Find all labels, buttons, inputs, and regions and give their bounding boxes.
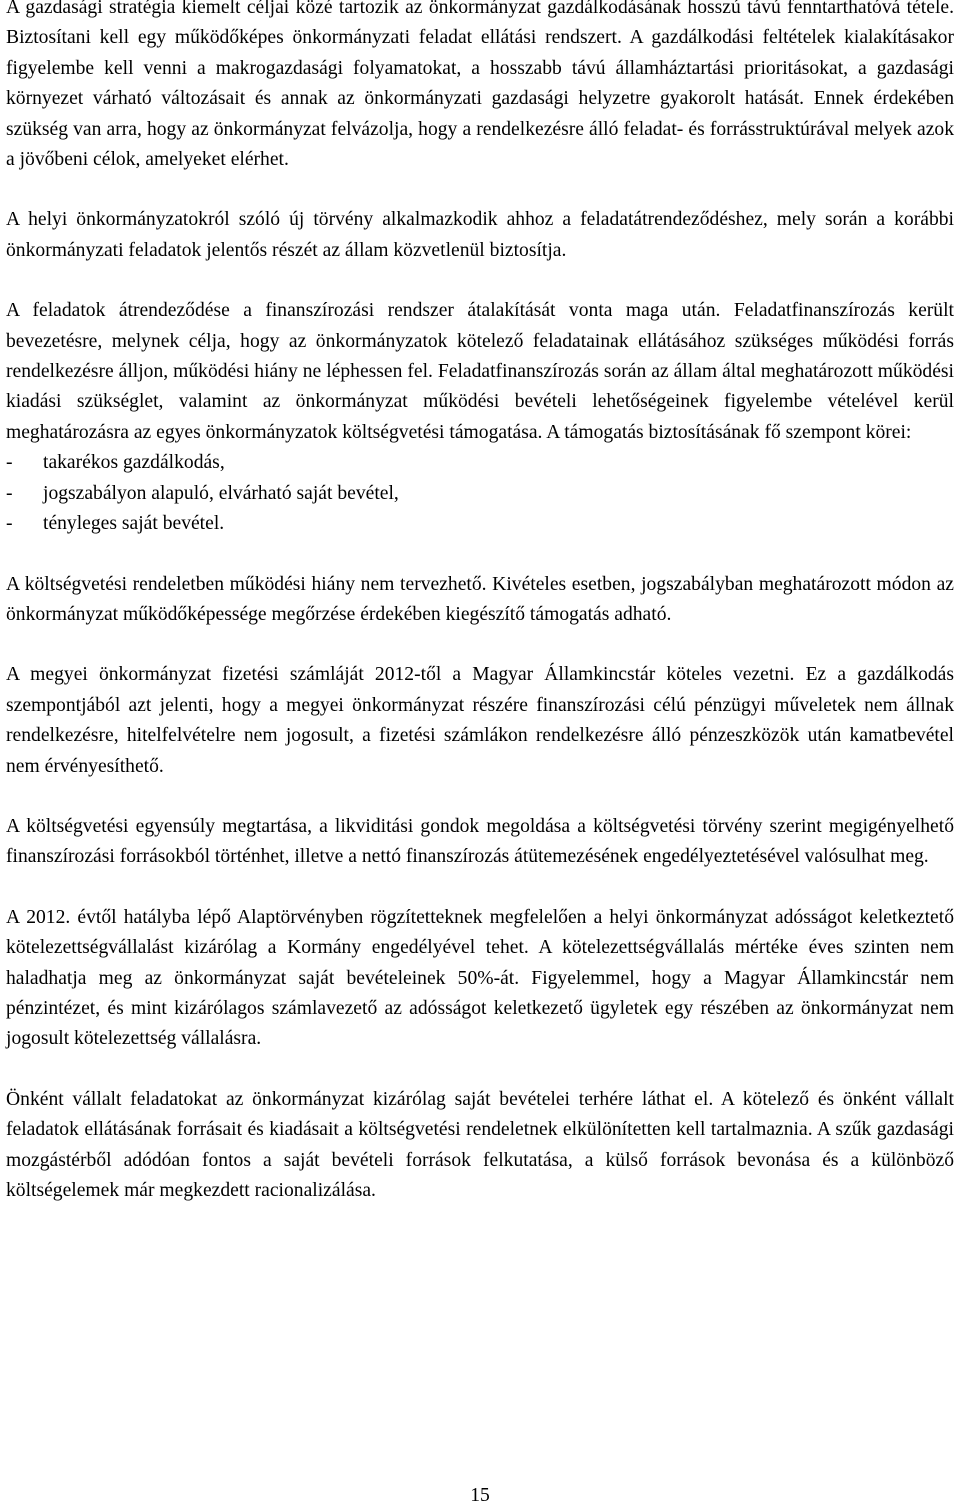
list-item <box>6 448 954 478</box>
support-criteria-list <box>6 448 954 539</box>
paragraph-voluntary-tasks: Önként vállalt feladatokat az önkormányzat kizárólag saját bevételei terhére láthat el. A kötelező és önként vállalt feladatok ellátásának forrásait és kiadásait a költségvetési rendeletnek elkülönítetten kell tartalmaznia. A szűk gazdasági mozgástérből adódóan fontos a saját bevételi források felkutatása, a külső források bevonása és a különböző költségelemek már megkezdett racionalizálása. <box>6 1088 954 1201</box>
paragraph-local-government-law: A helyi önkormányzatokról szóló új törvény alkalmazkodik ahhoz a feladatátrendeződéshez, mely során a korábbi önkormányzati feladatok jelentős részét az állam közvetlenül biztosítja. <box>6 209 954 261</box>
bullet-dash: - <box>6 452 13 474</box>
paragraph-financing-system: A feladatok átrendeződése a finanszírozási rendszer átalakítását vonta maga után. Feladatfinanszírozás került bevezetésre, melynek célja, hogy az önkormányzatok kötelező feladatainak ellátásához szükséges működési forrás rendelkezésre álljon, működési hiány ne léphessen fel. Feladatfinanszírozás során az állam által meghatározott működési kiadási szükséglet, valamint az önkormányzat működési bevételi lehetőségeinek figyelembe vételével kerül meghatározásra az egyes önkormányzatok költségvetési támogatása. A támogatás biztosításának fő szempont körei: <box>6 300 954 443</box>
document-page <box>6 0 954 1236</box>
list-item-text: takarékos gazdálkodás, <box>43 452 225 474</box>
bullet-dash: - <box>6 482 13 504</box>
paragraph-budget-deficit: A költségvetési rendeletben működési hiány nem tervezhető. Kivételes esetben, jogszabályban meghatározott módon az önkormányzat működőképessége megőrzése érdekében kiegészítő támogatás adható. <box>6 573 954 625</box>
list-item-text: tényleges saját bevétel. <box>43 513 225 535</box>
list-item <box>6 479 954 509</box>
paragraph-treasury-account: A megyei önkormányzat fizetési számláját 2012-től a Magyar Államkincstár köteles vezetni. Ez a gazdálkodás szempontjából azt jelenti, hogy a megyei önkormányzat részére finanszírozási célú pénzügyi műveletek nem állnak rendelkezésre, hitelfelvételre nem jogosult, a fizetési számlákon rendelkezésre álló pénzeszközök után kamatbevétel nem érvényesíthető. <box>6 664 954 777</box>
paragraph-fundamental-law: A 2012. évtől hatályba lépő Alaptörvényben rögzítetteknek megfelelően a helyi önkormányzat adósságot keletkeztető kötelezettségvállalást kizárólag a Kormány engedélyével tehet. A kötelezettségvállalás mértéke éves szinten nem haladhatja meg az önkormányzat saját bevételeinek 50%-át. Figyelemmel, hogy a Magyar Államkincstár nem pénzintézet, és mint kizárólagos számlavezető az adósságot keletkezető ügyletek egy részében az önkormányzat nem jogosult kötelezettség vállalásra. <box>6 906 954 1050</box>
paragraph-economic-strategy: A gazdasági stratégia kiemelt céljai közé tartozik az önkormányzat gazdálkodásának hosszú távú fenntarthatóvá tétele. Biztosítani kell egy működőképes önkormányzati feladat ellátási rendszert. A gazdálkodási feltételek kialakításakor figyelembe kell venni a makrogazdasági folyamatokat, a hosszabb távú államháztartási prioritásokat, a gazdasági környezet várható változásait és annak az önkormányzati gazdasági helyzetre gyakorolt hatását. Ennek érdekében szükség van arra, hogy az önkormányzat felvázolja, hogy a rendelkezésre álló feladat- és forrásstruktúrával melyek azok a jövőbeni célok, amelyeket elérhet. <box>6 0 954 171</box>
bullet-dash: - <box>6 513 13 535</box>
list-item <box>6 509 954 539</box>
paragraph-budget-balance: A költségvetési egyensúly megtartása, a likviditási gondok megoldása a költségvetési törvény szerint megigényelhető finanszírozási forrásokból történhet, illetve a nettó finanszírozás átütemezésének engedélyeztetésével valósulhat meg. <box>6 815 954 868</box>
list-item-text: jogszabályon alapuló, elvárható saját bevétel, <box>43 482 399 504</box>
page-number: 15 <box>470 1485 490 1506</box>
